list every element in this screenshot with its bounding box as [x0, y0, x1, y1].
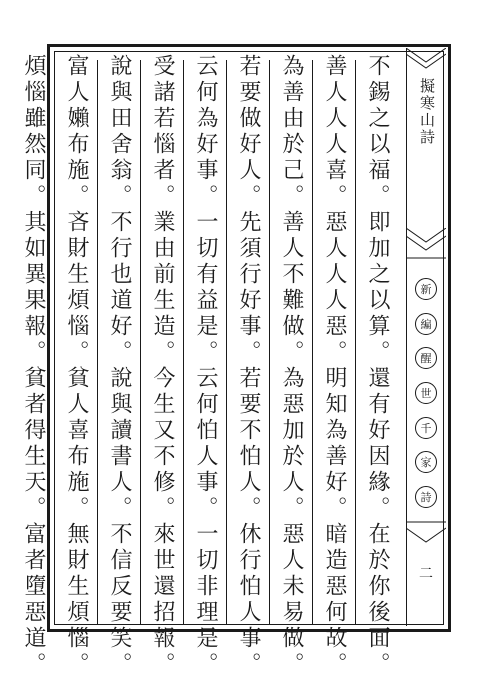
- series-glyph: 編: [415, 313, 437, 335]
- top-fish-tail-icon: [406, 48, 446, 70]
- text-column-1: [358, 54, 396, 678]
- column-rule: [140, 60, 141, 624]
- text-column-9: [14, 54, 52, 678]
- series-title: [412, 278, 440, 508]
- text-column-2: [315, 54, 353, 678]
- text-column-7: [100, 54, 138, 678]
- column-rule: [183, 60, 184, 624]
- series-glyph: 世: [415, 382, 437, 404]
- book-title: 擬寒山詩: [418, 78, 436, 146]
- series-glyph: 詩: [415, 486, 437, 508]
- column-rule: [226, 60, 227, 624]
- middle-fish-tail-icon: [406, 228, 446, 268]
- column-rule: [355, 60, 356, 624]
- column-text: 煩惱雖然同。其如異果報。貧者得生天。富者墮惡道。: [21, 54, 46, 678]
- column-text: 不錫之以福。即加之以算。還有好因緣。在於你後面。: [365, 54, 390, 678]
- text-column-4: [229, 54, 267, 678]
- lower-fish-tail-icon: [406, 518, 446, 548]
- column-text: 受諸若惱者。業由前生造。今生又不修。來世還招報。: [150, 54, 175, 678]
- column-text: 若要做好人。先須行好事。若要不怕人。休行怕人事。: [236, 54, 261, 678]
- column-rule: [312, 60, 313, 624]
- column-text: 說與田舍翁。不行也道好。說與讀書人。不信反要笑。: [107, 54, 132, 678]
- series-glyph: 家: [415, 451, 437, 473]
- column-text: 云何為好事。一切有益是。云何怕人事。一切非理是。: [193, 54, 218, 678]
- column-text: 善人人人喜。惡人人人惡。明知為善好。暗造惡何故。: [322, 54, 347, 678]
- series-glyph: 千: [415, 417, 437, 439]
- page-number: 二: [419, 566, 433, 582]
- column-rule: [97, 60, 98, 624]
- column-text: 富人嬾布施。吝財生煩惱。貧人喜布施。無財生煩惱。: [64, 54, 89, 678]
- text-column-5: [186, 54, 224, 678]
- side-margin: [406, 48, 446, 626]
- text-column-8: [57, 54, 95, 678]
- series-glyph: 新: [415, 278, 437, 300]
- column-text: 為善由於己。善人不難做。為惡加於人。惡人未易做。: [279, 54, 304, 678]
- text-column-3: [272, 54, 310, 678]
- series-glyph: 醒: [415, 347, 437, 369]
- text-columns: [12, 54, 410, 678]
- column-rule: [269, 60, 270, 624]
- column-rule: [54, 60, 55, 624]
- text-column-6: [143, 54, 181, 678]
